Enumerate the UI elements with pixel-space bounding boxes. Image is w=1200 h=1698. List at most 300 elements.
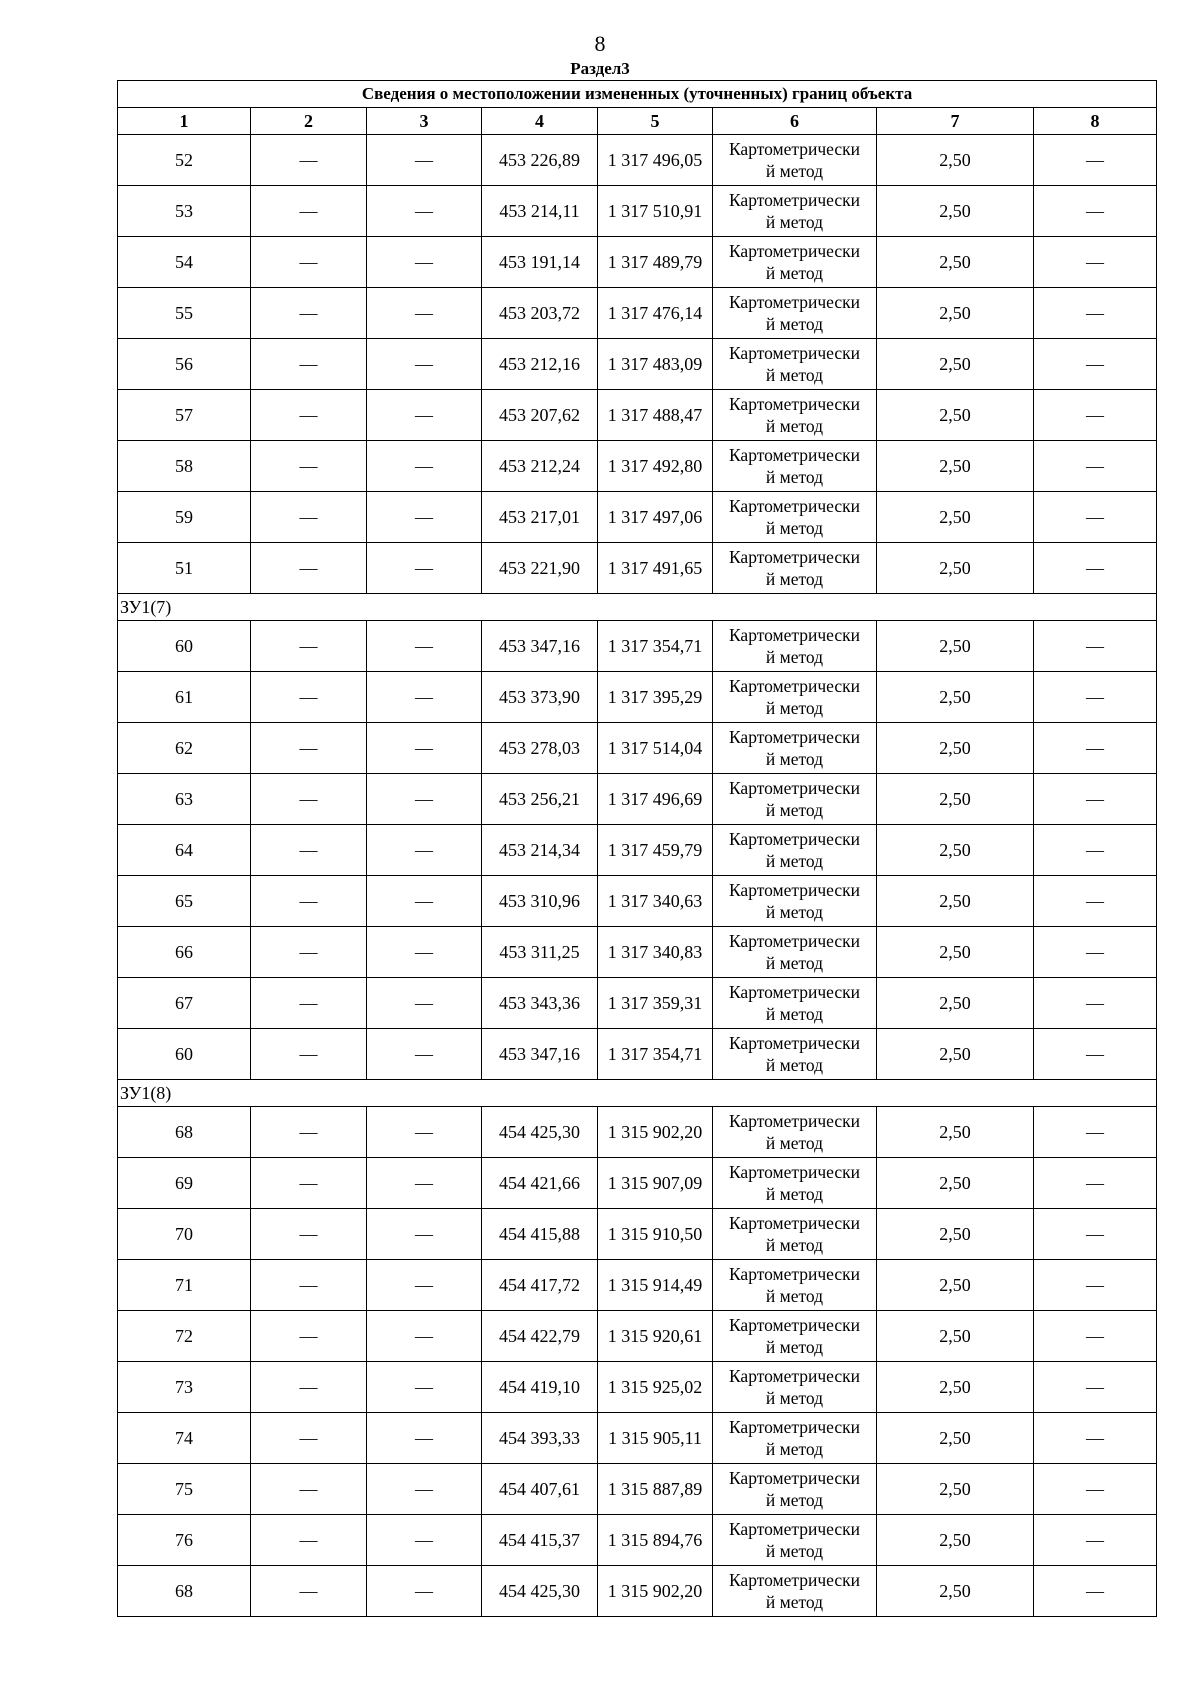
col2-cell: —: [251, 237, 367, 288]
accuracy-cell: 2,50: [877, 723, 1034, 774]
col3-cell: —: [367, 825, 482, 876]
method-text-line: й метод: [765, 1490, 824, 1510]
method-text-line: й метод: [765, 1286, 824, 1306]
table-row: [118, 1413, 1157, 1464]
accuracy-cell: 2,50: [877, 621, 1034, 672]
col2-cell: —: [251, 774, 367, 825]
x-coordinate-cell: 454 415,37: [482, 1515, 598, 1566]
table-row: [118, 825, 1157, 876]
accuracy-cell: 2,50: [877, 927, 1034, 978]
table-row: [118, 441, 1157, 492]
col2-cell: —: [251, 978, 367, 1029]
page-number: 8: [594, 31, 606, 56]
accuracy-cell: 2,50: [877, 978, 1034, 1029]
col3-cell: —: [367, 1515, 482, 1566]
method-cell: [713, 825, 877, 876]
col2-cell: —: [251, 1158, 367, 1209]
method-text-line: й метод: [765, 749, 824, 769]
col8-cell: —: [1034, 1362, 1157, 1413]
y-coordinate-cell: 1 315 894,76: [598, 1515, 713, 1566]
point-number-cell: 61: [118, 672, 251, 723]
column-header: 2: [251, 108, 367, 135]
method-text-line: й метод: [765, 953, 824, 973]
table-row: [118, 927, 1157, 978]
method-text-line: Картометрически: [728, 496, 861, 516]
point-number-cell: 65: [118, 876, 251, 927]
table-row: [118, 1158, 1157, 1209]
column-header: 1: [118, 108, 251, 135]
col2-cell: —: [251, 492, 367, 543]
method-text-line: Картометрически: [728, 829, 861, 849]
method-cell: [713, 492, 877, 543]
method-text-line: й метод: [765, 518, 824, 538]
column-header: 3: [367, 108, 482, 135]
x-coordinate-cell: 454 421,66: [482, 1158, 598, 1209]
accuracy-cell: 2,50: [877, 288, 1034, 339]
method-cell: [713, 237, 877, 288]
method-text-line: й метод: [765, 902, 824, 922]
x-coordinate-cell: 453 373,90: [482, 672, 598, 723]
point-number-cell: 74: [118, 1413, 251, 1464]
y-coordinate-cell: 1 317 395,29: [598, 672, 713, 723]
y-coordinate-cell: 1 317 489,79: [598, 237, 713, 288]
method-text-line: Картометрически: [728, 1162, 861, 1182]
col8-cell: —: [1034, 1158, 1157, 1209]
col8-cell: —: [1034, 774, 1157, 825]
accuracy-cell: 2,50: [877, 825, 1034, 876]
x-coordinate-cell: 454 422,79: [482, 1311, 598, 1362]
y-coordinate-cell: 1 315 925,02: [598, 1362, 713, 1413]
x-coordinate-cell: 453 203,72: [482, 288, 598, 339]
method-text-line: й метод: [765, 851, 824, 871]
method-text-line: Картометрически: [728, 190, 861, 210]
point-number-cell: 51: [118, 543, 251, 594]
method-cell: [713, 1515, 877, 1566]
column-header: 8: [1034, 108, 1157, 135]
method-text-line: Картометрически: [728, 394, 861, 414]
table-row: [118, 1311, 1157, 1362]
table-row: [118, 1107, 1157, 1158]
accuracy-cell: 2,50: [877, 441, 1034, 492]
point-number-cell: 72: [118, 1311, 251, 1362]
col8-cell: —: [1034, 723, 1157, 774]
table-row: [118, 621, 1157, 672]
table-row: [118, 1260, 1157, 1311]
method-text-line: й метод: [765, 212, 824, 232]
point-number-cell: 60: [118, 1029, 251, 1080]
accuracy-cell: 2,50: [877, 390, 1034, 441]
accuracy-cell: 2,50: [877, 339, 1034, 390]
accuracy-cell: 2,50: [877, 1158, 1034, 1209]
y-coordinate-cell: 1 317 488,47: [598, 390, 713, 441]
point-number-cell: 70: [118, 1209, 251, 1260]
accuracy-cell: 2,50: [877, 1029, 1034, 1080]
method-text-line: Картометрически: [728, 982, 861, 1002]
method-cell: [713, 774, 877, 825]
method-text-line: й метод: [765, 416, 824, 436]
method-text-line: Картометрически: [728, 727, 861, 747]
accuracy-cell: 2,50: [877, 1413, 1034, 1464]
accuracy-cell: 2,50: [877, 1515, 1034, 1566]
x-coordinate-cell: 453 221,90: [482, 543, 598, 594]
col3-cell: —: [367, 1209, 482, 1260]
table-row: [118, 723, 1157, 774]
table-title-row: [118, 81, 1157, 108]
accuracy-cell: 2,50: [877, 135, 1034, 186]
col2-cell: —: [251, 1464, 367, 1515]
method-text-line: й метод: [765, 1541, 824, 1561]
col3-cell: —: [367, 135, 482, 186]
point-number-cell: 55: [118, 288, 251, 339]
method-text-line: й метод: [765, 1235, 824, 1255]
method-cell: [713, 288, 877, 339]
table-title: Сведения о местоположении измененных (уточненных) границ объекта: [118, 81, 1157, 108]
method-text-line: й метод: [765, 263, 824, 283]
method-cell: [713, 339, 877, 390]
method-text-line: Картометрически: [728, 343, 861, 363]
col3-cell: —: [367, 441, 482, 492]
col3-cell: —: [367, 1464, 482, 1515]
point-number-cell: 56: [118, 339, 251, 390]
method-text-line: Картометрически: [728, 139, 861, 159]
col2-cell: —: [251, 186, 367, 237]
method-text-line: Картометрически: [728, 547, 861, 567]
col3-cell: —: [367, 543, 482, 594]
col3-cell: —: [367, 186, 482, 237]
col8-cell: —: [1034, 1209, 1157, 1260]
y-coordinate-cell: 1 317 497,06: [598, 492, 713, 543]
col2-cell: —: [251, 876, 367, 927]
col2-cell: —: [251, 1029, 367, 1080]
method-text-line: й метод: [765, 161, 824, 181]
accuracy-cell: 2,50: [877, 1566, 1034, 1617]
col2-cell: —: [251, 621, 367, 672]
method-text-line: Картометрически: [728, 1033, 861, 1053]
col8-cell: —: [1034, 621, 1157, 672]
method-cell: [713, 1311, 877, 1362]
method-cell: [713, 927, 877, 978]
table-row: [118, 492, 1157, 543]
col8-cell: —: [1034, 492, 1157, 543]
method-text-line: й метод: [765, 800, 824, 820]
x-coordinate-cell: 453 217,01: [482, 492, 598, 543]
method-text-line: й метод: [765, 1055, 824, 1075]
method-text-line: й метод: [765, 314, 824, 334]
col3-cell: —: [367, 1413, 482, 1464]
col2-cell: —: [251, 1260, 367, 1311]
x-coordinate-cell: 453 214,11: [482, 186, 598, 237]
section-label: Раздел3: [570, 59, 630, 78]
col3-cell: —: [367, 774, 482, 825]
col8-cell: —: [1034, 1311, 1157, 1362]
method-text-line: Картометрически: [728, 1519, 861, 1539]
method-text-line: Картометрически: [728, 1417, 861, 1437]
y-coordinate-cell: 1 317 459,79: [598, 825, 713, 876]
col8-cell: —: [1034, 1107, 1157, 1158]
table-row: [118, 288, 1157, 339]
col8-cell: —: [1034, 825, 1157, 876]
y-coordinate-cell: 1 317 483,09: [598, 339, 713, 390]
y-coordinate-cell: 1 315 902,20: [598, 1566, 713, 1617]
method-cell: [713, 1464, 877, 1515]
method-text-line: й метод: [765, 1439, 824, 1459]
col3-cell: —: [367, 1362, 482, 1413]
method-cell: [713, 978, 877, 1029]
col2-cell: —: [251, 339, 367, 390]
method-cell: [713, 1413, 877, 1464]
point-number-cell: 53: [118, 186, 251, 237]
col2-cell: —: [251, 927, 367, 978]
method-text-line: й метод: [765, 1337, 824, 1357]
y-coordinate-cell: 1 315 910,50: [598, 1209, 713, 1260]
x-coordinate-cell: 453 347,16: [482, 1029, 598, 1080]
method-cell: [713, 1260, 877, 1311]
point-number-cell: 73: [118, 1362, 251, 1413]
x-coordinate-cell: 454 417,72: [482, 1260, 598, 1311]
method-cell: [713, 1566, 877, 1617]
point-number-cell: 54: [118, 237, 251, 288]
y-coordinate-cell: 1 317 491,65: [598, 543, 713, 594]
col3-cell: —: [367, 723, 482, 774]
accuracy-cell: 2,50: [877, 774, 1034, 825]
col8-cell: —: [1034, 927, 1157, 978]
column-header: 4: [482, 108, 598, 135]
accuracy-cell: 2,50: [877, 1107, 1034, 1158]
point-number-cell: 60: [118, 621, 251, 672]
point-number-cell: 71: [118, 1260, 251, 1311]
method-text-line: Картометрически: [728, 1264, 861, 1284]
col3-cell: —: [367, 288, 482, 339]
table-header-row: [118, 108, 1157, 135]
x-coordinate-cell: 453 226,89: [482, 135, 598, 186]
y-coordinate-cell: 1 317 496,05: [598, 135, 713, 186]
x-coordinate-cell: 453 191,14: [482, 237, 598, 288]
y-coordinate-cell: 1 317 340,83: [598, 927, 713, 978]
col8-cell: —: [1034, 441, 1157, 492]
x-coordinate-cell: 453 310,96: [482, 876, 598, 927]
table-row: [118, 1464, 1157, 1515]
y-coordinate-cell: 1 315 920,61: [598, 1311, 713, 1362]
table-row: [118, 1029, 1157, 1080]
col2-cell: —: [251, 135, 367, 186]
boundary-coordinates-table: [117, 80, 1157, 1617]
col3-cell: —: [367, 390, 482, 441]
method-cell: [713, 672, 877, 723]
x-coordinate-cell: 454 425,30: [482, 1566, 598, 1617]
y-coordinate-cell: 1 317 492,80: [598, 441, 713, 492]
y-coordinate-cell: 1 315 902,20: [598, 1107, 713, 1158]
point-number-cell: 52: [118, 135, 251, 186]
accuracy-cell: 2,50: [877, 1362, 1034, 1413]
col8-cell: —: [1034, 876, 1157, 927]
col8-cell: —: [1034, 543, 1157, 594]
point-number-cell: 64: [118, 825, 251, 876]
y-coordinate-cell: 1 317 476,14: [598, 288, 713, 339]
col2-cell: —: [251, 1107, 367, 1158]
method-cell: [713, 1029, 877, 1080]
method-cell: [713, 390, 877, 441]
col3-cell: —: [367, 1158, 482, 1209]
table-row: [118, 135, 1157, 186]
col2-cell: —: [251, 723, 367, 774]
y-coordinate-cell: 1 317 510,91: [598, 186, 713, 237]
method-text-line: Картометрически: [728, 241, 861, 261]
table-row: [118, 1209, 1157, 1260]
col2-cell: —: [251, 1311, 367, 1362]
method-text-line: й метод: [765, 569, 824, 589]
y-coordinate-cell: 1 317 514,04: [598, 723, 713, 774]
method-cell: [713, 1362, 877, 1413]
method-text-line: й метод: [765, 365, 824, 385]
col3-cell: —: [367, 1566, 482, 1617]
point-number-cell: 67: [118, 978, 251, 1029]
x-coordinate-cell: 454 407,61: [482, 1464, 598, 1515]
group-label: ЗУ1(7): [118, 594, 1157, 621]
method-cell: [713, 876, 877, 927]
col2-cell: —: [251, 441, 367, 492]
group-header-row: [118, 594, 1157, 621]
col8-cell: —: [1034, 978, 1157, 1029]
point-number-cell: 68: [118, 1107, 251, 1158]
col3-cell: —: [367, 1260, 482, 1311]
y-coordinate-cell: 1 317 354,71: [598, 1029, 713, 1080]
col2-cell: —: [251, 543, 367, 594]
accuracy-cell: 2,50: [877, 1464, 1034, 1515]
col8-cell: —: [1034, 1464, 1157, 1515]
x-coordinate-cell: 453 343,36: [482, 978, 598, 1029]
col2-cell: —: [251, 1515, 367, 1566]
x-coordinate-cell: 453 214,34: [482, 825, 598, 876]
accuracy-cell: 2,50: [877, 186, 1034, 237]
table-row: [118, 978, 1157, 1029]
table-row: [118, 237, 1157, 288]
y-coordinate-cell: 1 315 905,11: [598, 1413, 713, 1464]
accuracy-cell: 2,50: [877, 543, 1034, 594]
col3-cell: —: [367, 237, 482, 288]
column-header: 6: [713, 108, 877, 135]
x-coordinate-cell: 453 207,62: [482, 390, 598, 441]
table-row: [118, 339, 1157, 390]
accuracy-cell: 2,50: [877, 1209, 1034, 1260]
table-row: [118, 672, 1157, 723]
method-cell: [713, 441, 877, 492]
point-number-cell: 62: [118, 723, 251, 774]
method-text-line: й метод: [765, 1004, 824, 1024]
method-cell: [713, 186, 877, 237]
col8-cell: —: [1034, 672, 1157, 723]
method-text-line: й метод: [765, 1184, 824, 1204]
col2-cell: —: [251, 825, 367, 876]
col3-cell: —: [367, 672, 482, 723]
x-coordinate-cell: 453 347,16: [482, 621, 598, 672]
method-text-line: Картометрически: [728, 1366, 861, 1386]
column-header: 7: [877, 108, 1034, 135]
method-text-line: й метод: [765, 647, 824, 667]
col2-cell: —: [251, 390, 367, 441]
col8-cell: —: [1034, 339, 1157, 390]
method-text-line: Картометрически: [728, 445, 861, 465]
column-header: 5: [598, 108, 713, 135]
method-cell: [713, 1209, 877, 1260]
x-coordinate-cell: 453 278,03: [482, 723, 598, 774]
method-text-line: Картометрически: [728, 880, 861, 900]
point-number-cell: 57: [118, 390, 251, 441]
accuracy-cell: 2,50: [877, 492, 1034, 543]
method-text-line: й метод: [765, 1388, 824, 1408]
col3-cell: —: [367, 978, 482, 1029]
point-number-cell: 76: [118, 1515, 251, 1566]
method-cell: [713, 543, 877, 594]
method-cell: [713, 723, 877, 774]
col3-cell: —: [367, 876, 482, 927]
accuracy-cell: 2,50: [877, 237, 1034, 288]
col8-cell: —: [1034, 1515, 1157, 1566]
col8-cell: —: [1034, 237, 1157, 288]
table-row: [118, 186, 1157, 237]
point-number-cell: 66: [118, 927, 251, 978]
method-text-line: Картометрически: [728, 1315, 861, 1335]
table-row: [118, 774, 1157, 825]
col3-cell: —: [367, 621, 482, 672]
point-number-cell: 59: [118, 492, 251, 543]
y-coordinate-cell: 1 315 887,89: [598, 1464, 713, 1515]
x-coordinate-cell: 454 425,30: [482, 1107, 598, 1158]
method-cell: [713, 621, 877, 672]
method-cell: [713, 1107, 877, 1158]
group-header-row: [118, 1080, 1157, 1107]
method-text-line: Картометрически: [728, 625, 861, 645]
col8-cell: —: [1034, 135, 1157, 186]
point-number-cell: 69: [118, 1158, 251, 1209]
x-coordinate-cell: 454 419,10: [482, 1362, 598, 1413]
x-coordinate-cell: 454 415,88: [482, 1209, 598, 1260]
point-number-cell: 68: [118, 1566, 251, 1617]
method-text-line: й метод: [765, 467, 824, 487]
col2-cell: —: [251, 1566, 367, 1617]
y-coordinate-cell: 1 317 359,31: [598, 978, 713, 1029]
point-number-cell: 75: [118, 1464, 251, 1515]
method-cell: [713, 135, 877, 186]
accuracy-cell: 2,50: [877, 1311, 1034, 1362]
x-coordinate-cell: 453 212,24: [482, 441, 598, 492]
method-text-line: й метод: [765, 698, 824, 718]
method-text-line: Картометрически: [728, 1570, 861, 1590]
col3-cell: —: [367, 1311, 482, 1362]
point-number-cell: 63: [118, 774, 251, 825]
col3-cell: —: [367, 927, 482, 978]
method-cell: [713, 1158, 877, 1209]
col3-cell: —: [367, 1107, 482, 1158]
col2-cell: —: [251, 288, 367, 339]
y-coordinate-cell: 1 315 914,49: [598, 1260, 713, 1311]
method-text-line: й метод: [765, 1592, 824, 1612]
col2-cell: —: [251, 1209, 367, 1260]
table-row: [118, 543, 1157, 594]
method-text-line: Картометрически: [728, 1213, 861, 1233]
x-coordinate-cell: 453 212,16: [482, 339, 598, 390]
col8-cell: —: [1034, 1260, 1157, 1311]
accuracy-cell: 2,50: [877, 1260, 1034, 1311]
col2-cell: —: [251, 1413, 367, 1464]
x-coordinate-cell: 453 256,21: [482, 774, 598, 825]
method-text-line: Картометрически: [728, 778, 861, 798]
point-number-cell: 58: [118, 441, 251, 492]
y-coordinate-cell: 1 317 354,71: [598, 621, 713, 672]
col2-cell: —: [251, 1362, 367, 1413]
col8-cell: —: [1034, 288, 1157, 339]
method-text-line: Картометрически: [728, 676, 861, 696]
col3-cell: —: [367, 1029, 482, 1080]
